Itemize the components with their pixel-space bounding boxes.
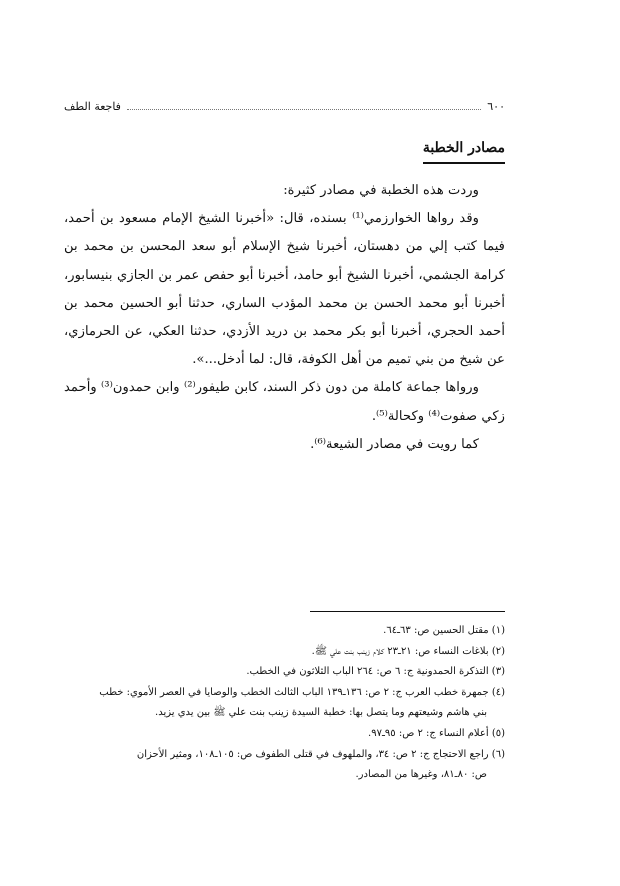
footnote: (١) مقتل الحسين ص: ٦٣ـ٦٤. bbox=[383, 625, 505, 636]
body-text bbox=[64, 177, 505, 459]
running-header bbox=[64, 96, 505, 116]
footnotes bbox=[64, 621, 505, 786]
footnote: (٥) أعلام النساء ج: ٢ ص: ٩٥ـ٩٧. bbox=[368, 727, 505, 739]
paragraph: وردت هذه الخطبة في مصادر كثيرة: bbox=[283, 183, 479, 198]
book-title: فاجعة الطف bbox=[64, 99, 121, 113]
page-number: ٦٠٠ bbox=[487, 99, 505, 113]
footnote: (٦) راجع الاحتجاج ج: ٢ ص: ٣٤، والملهوف في قتلى الطفوف ص: ١٠٥ـ١٠٨، ومثير الأحزان bbox=[136, 748, 505, 760]
footnote-separator bbox=[310, 611, 505, 612]
paragraph: كما رويت في مصادر الشيعة⁽⁶⁾. bbox=[310, 436, 479, 452]
footnote: (٢) بلاغات النساء ص: ٢١ـ٢٣ كلام زينب بنت علي ﷺ. bbox=[311, 645, 505, 657]
footnote: (٤) جمهرة خطب العرب ج: ٢ ص: ١٣٦ـ١٣٩ الباب الثالث الخطب والوصايا في العصر الأموي: خطب bbox=[99, 686, 505, 698]
section-title: مصادر الخطبة bbox=[423, 140, 505, 164]
footnote-continuation: ص: ٨٠ـ٨١، وغيرها من المصادر. bbox=[355, 769, 487, 781]
paragraph: وقد رواها الخوارزمي⁽¹⁾ بسنده، قال: «أخبرنا الشيخ الإمام مسعود بن أحمد، فيما كتب إلي من دهستان، أخبرنا شيخ الإسلام أبو سعد المحسن بن محمد بن كرامة الجشمي، أخبرنا الشيخ أبو حامد، أخبرنا أبو حفص عمر بن الجازي بنيسابور، أخبرنا أبو محمد الحسن بن محمد المؤدب الساري، حدثنا أبو الحسين محمد بن أحمد الحجري، أخبرنا أبو بكر محمد بن دريد الأزدي، حدثنا العكي، عن الحرمازي، عن شيخ من بني تميم من أهل الكوفة، قال: لما أدخل...». bbox=[64, 211, 505, 368]
footnote-continuation: بني هاشم وشيعتهم وما يتصل بها: خطبة السيدة زينب بنت علي ﷺ بين يدي يزيد. bbox=[155, 707, 487, 719]
paragraph: ورواها جماعة كاملة من دون ذكر السند، كابن طيفور⁽²⁾ وابن حمدون⁽³⁾ وأحمد زكي صفوت⁽⁴⁾ وكحالة⁽⁵⁾. bbox=[64, 380, 505, 424]
header-dot-leader bbox=[127, 109, 481, 110]
footnote: (٣) التذكرة الحمدونية ج: ٦ ص: ٢٦٤ الباب الثلاثون في الخطب. bbox=[246, 666, 505, 678]
